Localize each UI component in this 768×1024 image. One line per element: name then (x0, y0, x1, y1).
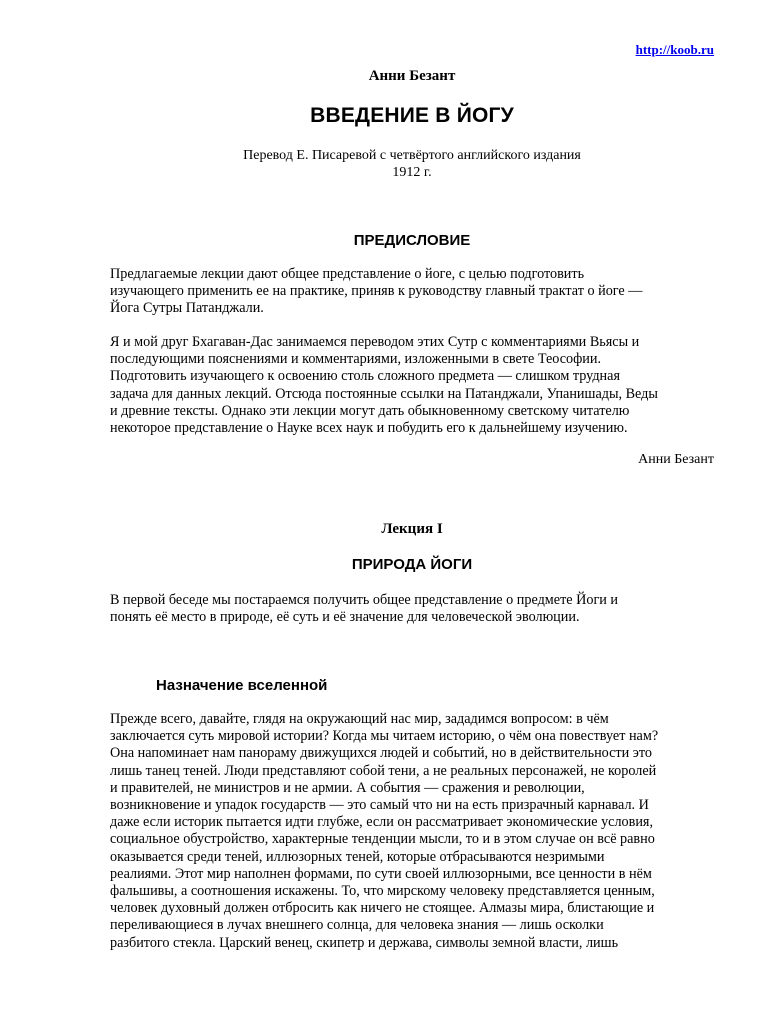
author-name: Анни Безант (368, 68, 456, 84)
text-line: и правителей, не министров и не армии. А события — сражения и революции, (110, 779, 585, 796)
lecture-intro (110, 592, 714, 626)
text-line: и древние тексты. Однако эти лекции могут дать обыкновенному светскому читателю (110, 402, 630, 419)
section-heading: Назначение вселенной (156, 677, 328, 694)
text-line: понять её место в природе, её суть и её значение для человеческой эволюции. (110, 609, 580, 626)
text-line: реалиями. Этот мир наполнен формами, по сути своей иллюзорными, все ценности в нём (110, 865, 652, 882)
text-line: Предлагаемые лекции дают общее представление о йоге, с целью подготовить (110, 266, 585, 282)
text-line: человек духовный должен отбросить как ничего не стоящее. Алмазы мира, блистающие и (110, 900, 655, 917)
text-line: заключается суть мировой истории? Когда мы читаем историю, о чём она повествует нам? (110, 728, 659, 745)
text-line: некоторое представление о Науке всех наук и побудить его к дальнейшему изучению. (110, 420, 628, 437)
text-line: Прежде всего, давайте, глядя на окружающий нас мир, зададимся вопросом: в чём (110, 711, 609, 727)
text-line: даже если историк пытается идти глубже, если он рассматривает экономические условия, (110, 814, 653, 831)
text-line: В первой беседе мы постараемся получить общее представление о предмете Йоги и (110, 592, 619, 608)
text-line: изучающего применить ее на практике, приняв к руководству главный трактат о йоге — (110, 283, 643, 300)
text-line: Подготовить изучающего к освоению столь сложного предмета — слишком трудная (110, 368, 620, 385)
text-line: Я и мой друг Бхагаван-Дас занимаемся переводом этих Сутр с комментариями Вьясы и (110, 334, 640, 350)
text-line: задача для данных лекций. Отсюда постоянные ссылки на Патанджали, Упанишады, Веды (110, 385, 658, 402)
text-line: возникновение и упадок государств — это самый что ни на есть призрачный карнавал. И (110, 797, 649, 814)
text-line: переливающиеся в лучах внешнего солнца, для человека знания — лишь осколки (110, 917, 604, 934)
site-link[interactable]: http://koob.ru (635, 42, 714, 57)
preface-paragraph-2 (110, 334, 714, 437)
section-text (110, 711, 714, 952)
text-line: Йога Сутры Патанджали. (110, 300, 264, 317)
text-line: Она напоминает нам панораму движущихся людей и событий, но в действительности это (110, 745, 652, 762)
preface-heading: ПРЕДИСЛОВИЕ (353, 232, 471, 249)
text-line: последующими пояснениями и комментариями, изложенными в свете Теософии. (110, 351, 602, 368)
text-line: разбитого стекла. Царский венец, скипетр и держава, символы земной власти, лишь (110, 934, 619, 951)
preface-paragraph-1 (110, 266, 714, 318)
translation-year: 1912 г. (392, 165, 432, 180)
text-line: фальшивы, а соотношения искажены. То, что мирскому человеку представляется ценным, (110, 883, 655, 900)
translation-line: Перевод Е. Писаревой с четвёртого английского издания (243, 148, 581, 163)
translation-note (110, 147, 714, 181)
lecture-number: Лекция I (381, 521, 443, 537)
preface-signature: Анни Безант (638, 452, 714, 467)
book-title: ВВЕДЕНИЕ В ЙОГУ (310, 104, 514, 127)
text-line: социальное обустройство, характерные тенденции мысли, то и в этом случае он всё равно (110, 831, 655, 848)
text-line: оказывается среди теней, иллюзорных теней, которые отбрасываются незримыми (110, 848, 605, 865)
lecture-title: ПРИРОДА ЙОГИ (351, 556, 473, 573)
text-line: лишь танец теней. Люди представляют собой тени, а не реальных персонажей, не королей (110, 762, 657, 779)
